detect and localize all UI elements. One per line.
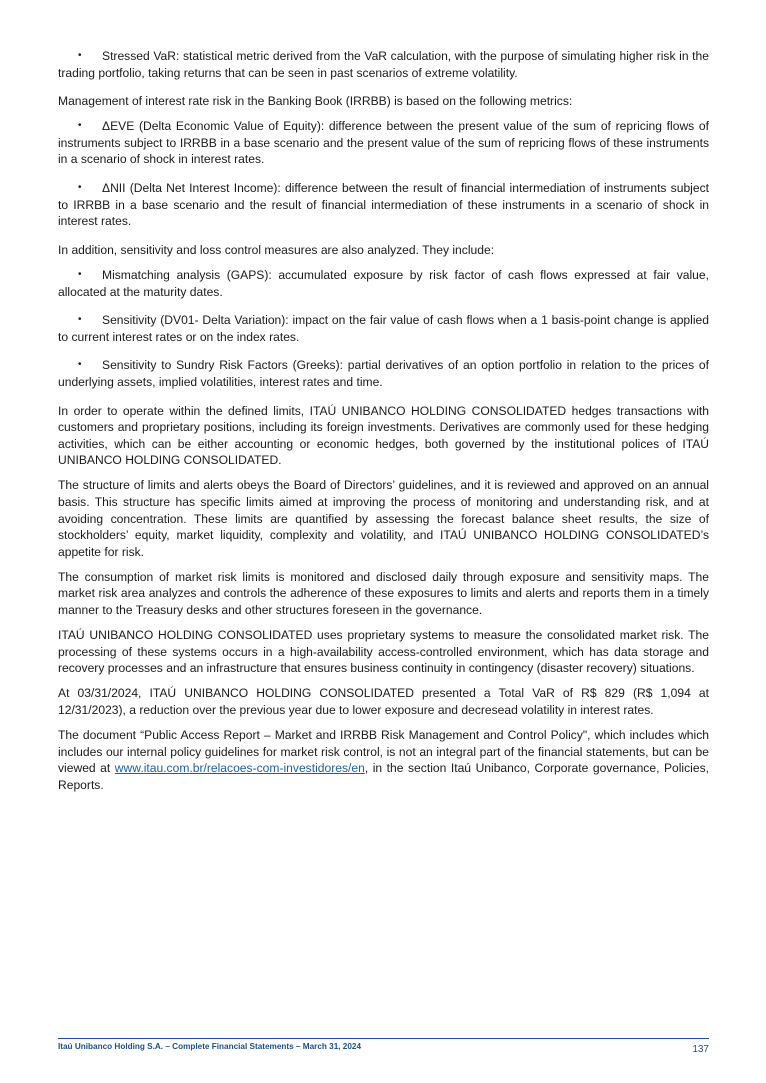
paragraph-text-before-link: The document “Public Access Report – Market and IRRBB Risk Management and Control Policy", which includes which includes our internal policy guidelines for market risk control, is not an integral part of the financial statements, but can be viewed at: [58, 728, 709, 776]
footer-title: Itaú Unibanco Holding S.A. – Complete Financial Statements – March 31, 2024: [58, 1042, 362, 1051]
page-footer: [58, 1038, 709, 1063]
paragraph-irrbb-intro: Management of interest rate risk in the Banking Book (IRRBB) is based on the following metrics:: [58, 94, 573, 109]
bullet-greeks: [58, 357, 709, 390]
bullet-gaps: [58, 267, 709, 300]
bullet-dot-icon: •: [78, 182, 82, 194]
bullet-dot-icon: •: [78, 120, 82, 132]
paragraph-limits-structure: The structure of limits and alerts obeys the Board of Directors’ guidelines, and it is reviewed and approved on an annual basis. This structure has specific limits aimed at improving the process of monitoring and understanding risk, and at avoiding concentration. These limits are quantified by assessing the forecast balance sheet results, the size of stockholders’ equity, market liquidity, complexity and volatility, and ITAÚ UNIBANCO HOLDING CONSOLIDATED’s appetite for risk.: [58, 478, 709, 559]
bullet-dot-icon: •: [78, 314, 82, 326]
bullet-text: Sensitivity (DV01- Delta Variation): impact on the fair value of cash flows when a 1 basis-point change is applied to current interest rates or on the index rates.: [58, 313, 709, 344]
bullet-dot-icon: •: [78, 268, 82, 280]
investor-relations-link[interactable]: www.itau.com.br/relacoes-com-investidores/en: [114, 761, 365, 776]
paragraph-public-access-report: [58, 727, 709, 793]
bullet-text: Mismatching analysis (GAPS): accumulated exposure by risk factor of cash flows expressed at fair value, allocated at the maturity dates.: [58, 267, 709, 299]
bullet-stressed-var: [58, 48, 709, 81]
bullet-dv01: [58, 312, 709, 345]
bullet-dot-icon: •: [78, 50, 82, 61]
bullet-delta-nii: [58, 180, 709, 230]
paragraph-proprietary-systems: ITAÚ UNIBANCO HOLDING CONSOLIDATED uses proprietary systems to measure the consolidated market risk. The processing of these systems occurs in a high-availability access-controlled environment, which has data storage and recovery processes and an infrastructure that ensures business continuity in contingency (disaster recovery) situations.: [58, 628, 709, 676]
paragraph-hedging: In order to operate within the defined limits, ITAÚ UNIBANCO HOLDING CONSOLIDATED hedges transactions with customers and proprietary positions, including its foreign investments. Derivatives are commonly used for these hedging activities, which can be either accounting or economic hedges, both governed by the institutional polices of ITAÚ UNIBANCO HOLDING CONSOLIDATED.: [58, 403, 709, 468]
paragraph-total-var: At 03/31/2024, ITAÚ UNIBANCO HOLDING CONSOLIDATED presented a Total VaR of R$ 829 (R$ 1,094 at 12/31/2023), a reduction over the previous year due to lower exposure and decresead volatility in interest rates.: [58, 686, 709, 717]
bullet-delta-eve: [58, 118, 709, 168]
bullet-text: Sensitivity to Sundry Risk Factors (Greeks): partial derivatives of an option portfolio in relation to the prices of underlying assets, implied volatilities, interest rates and time.: [58, 358, 709, 389]
bullet-text: ΔNII (Delta Net Interest Income): difference between the result of financial intermediation of instruments subject to IRRBB in a base scenario and the result of financial intermediation of these instruments in a scenario of shock in interest rates.: [58, 181, 709, 229]
bullet-dot-icon: •: [78, 359, 82, 371]
paragraph-limits-consumption: The consumption of market risk limits is monitored and disclosed daily through exposure and sensitivity maps. The market risk area analyzes and controls the adherence of these exposures to limits and alerts and reports them in a timely manner to the Treasury desks and other structures foreseen in the governance.: [58, 569, 709, 618]
bullet-text: Stressed VaR: statistical metric derived from the VaR calculation, with the purpose of simulating higher risk in the trading portfolio, taking returns that can be seen in past scenarios of extreme volatility.: [58, 49, 709, 80]
bullet-text: ΔEVE (Delta Economic Value of Equity): difference between the present value of the sum of repricing flows of instruments subject to IRRBB in a base scenario and the present value of the sum of repricing flows of these instruments in a scenario of shock in interest rates.: [58, 119, 709, 167]
document-body: [58, 48, 709, 802]
paragraph-sensitivity-intro: In addition, sensitivity and loss control measures are also analyzed. They include:: [58, 242, 495, 257]
paragraph-text-after-link: , in the section Itaú Unibanco, Corporate governance, Policies, Reports.: [58, 761, 709, 792]
page-number: 137: [692, 1044, 709, 1055]
